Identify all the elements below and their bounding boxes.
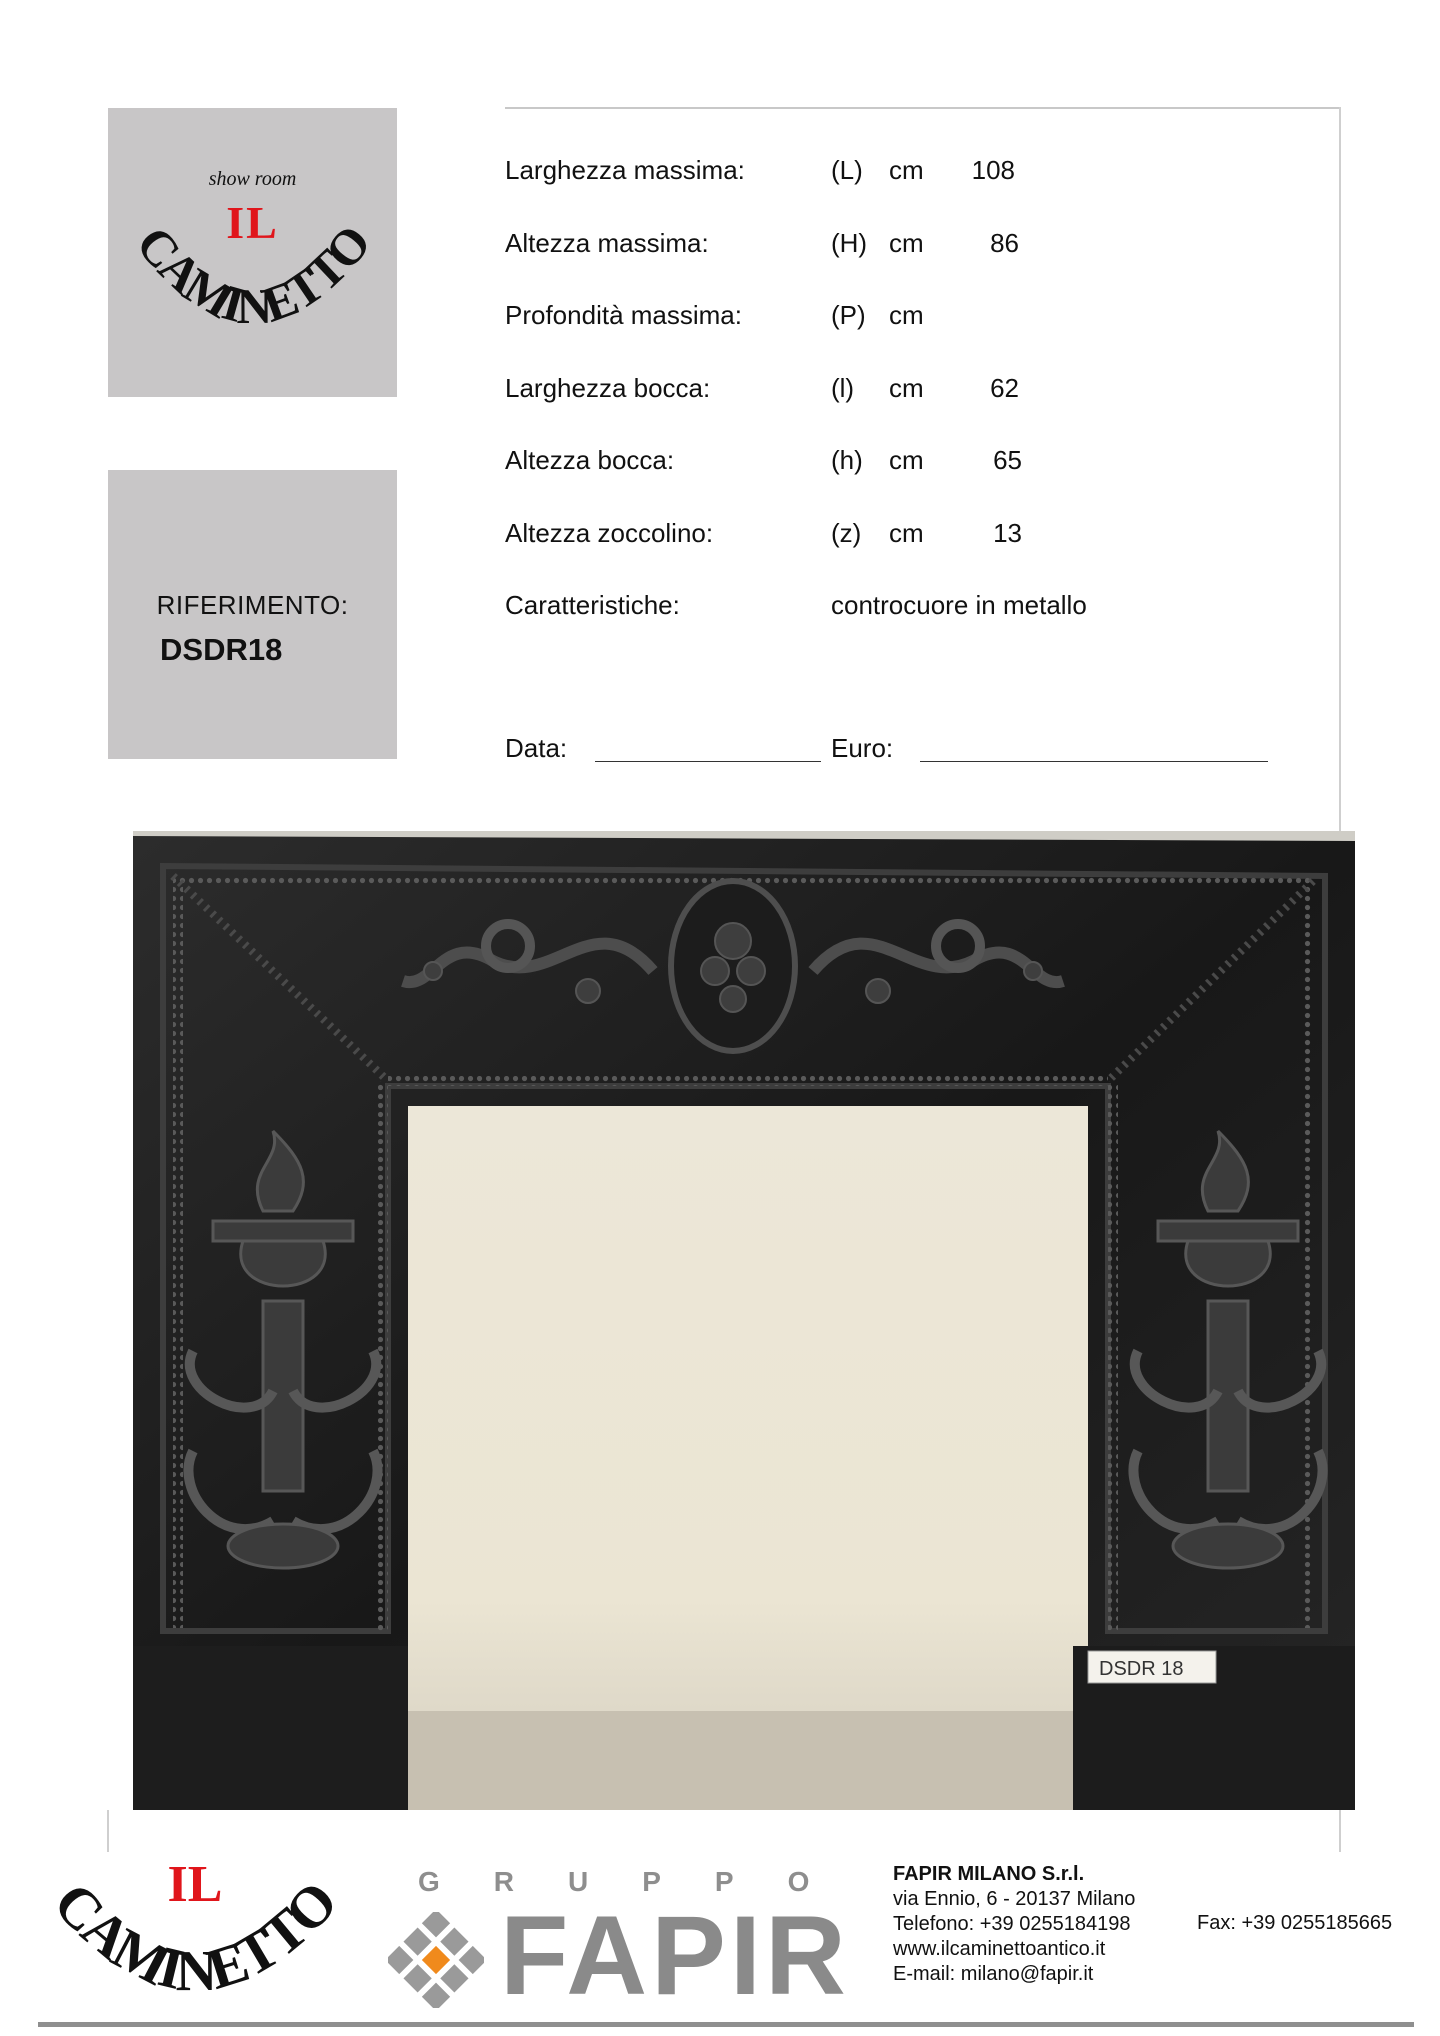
spec-label: Larghezza massima: <box>505 155 745 185</box>
spec-value: 13 <box>993 518 1022 548</box>
date-field[interactable] <box>595 761 821 762</box>
medallion <box>671 881 795 1051</box>
spec-symbol: (l) <box>831 373 855 403</box>
fapir-wordmark: FAPIR <box>500 1893 850 2018</box>
spec-value: 108 <box>971 155 1015 185</box>
footer-logo-il: IL <box>167 1856 223 1913</box>
spec-label: Profondità massima: <box>505 300 742 330</box>
reference-code: DSDR18 <box>160 632 283 667</box>
company-phone: Telefono: +39 0255184198 <box>893 1913 1131 1935</box>
spec-symbol: (z) <box>831 518 862 548</box>
spec-symbol: (H) <box>831 228 868 258</box>
company-name: FAPIR MILANO S.r.l. <box>893 1863 1085 1885</box>
spec-symbol: (L) <box>831 155 863 185</box>
spec-unit: cm <box>889 155 924 185</box>
spec-value: 62 <box>990 373 1019 403</box>
frame-left-line <box>107 1810 109 1852</box>
company-info <box>893 1862 1135 1987</box>
footer-logo-brand: CAMINETTO <box>41 1869 349 2004</box>
spec-label: Altezza zoccolino: <box>505 518 714 548</box>
fapir-diamond-icon <box>388 1912 484 2008</box>
reference-label: RIFERIMENTO: <box>156 590 349 620</box>
features-label: Caratteristiche: <box>505 590 680 620</box>
footer-logo <box>35 1855 355 2025</box>
spec-label: Altezza massima: <box>505 228 709 258</box>
bottom-bar <box>38 2022 1414 2027</box>
back-wall <box>408 1091 1088 1771</box>
spec-value: 65 <box>993 445 1022 475</box>
spec-label: Larghezza bocca: <box>505 373 711 403</box>
company-address: via Ennio, 6 - 20137 Milano <box>893 1888 1136 1910</box>
fireplace-photo <box>133 831 1355 1810</box>
logo-caminetto-arc <box>118 218 388 368</box>
spec-symbol: (P) <box>831 300 866 330</box>
company-email[interactable]: E-mail: milano@fapir.it <box>893 1963 1094 1985</box>
showroom-logo-box <box>108 108 397 397</box>
logo-brand: CAMINETTO <box>125 218 381 335</box>
photo-tag-text: DSDR 18 <box>1099 1658 1184 1680</box>
logo-il: IL <box>226 197 279 248</box>
spec-label: Altezza bocca: <box>505 445 675 475</box>
footer-caminetto-logo <box>35 1855 355 2020</box>
date-label: Data: <box>505 733 568 763</box>
reference-box <box>108 470 397 759</box>
features-value: controcuore in metallo <box>831 590 1087 620</box>
spec-unit: cm <box>889 445 924 475</box>
frame-top-line <box>505 107 1341 109</box>
spec-unit: cm <box>889 518 924 548</box>
svg-text:CAMINETTO <box>126 218 381 334</box>
spec-unit: cm <box>889 300 924 330</box>
spec-unit: cm <box>889 373 924 403</box>
fireplace-illustration <box>133 831 1355 1810</box>
logo-tagline: show room <box>208 168 297 190</box>
spec-unit: cm <box>889 228 924 258</box>
price-field[interactable] <box>920 761 1268 762</box>
spec-value: 86 <box>990 228 1019 258</box>
price-label: Euro: <box>831 733 894 763</box>
gruppo-label: GRUPPO <box>418 1866 864 1897</box>
company-website[interactable]: www.ilcaminettoantico.it <box>893 1938 1106 1960</box>
company-fax: Fax: +39 0255185665 <box>1197 1912 1393 1934</box>
spec-symbol: (h) <box>831 445 863 475</box>
